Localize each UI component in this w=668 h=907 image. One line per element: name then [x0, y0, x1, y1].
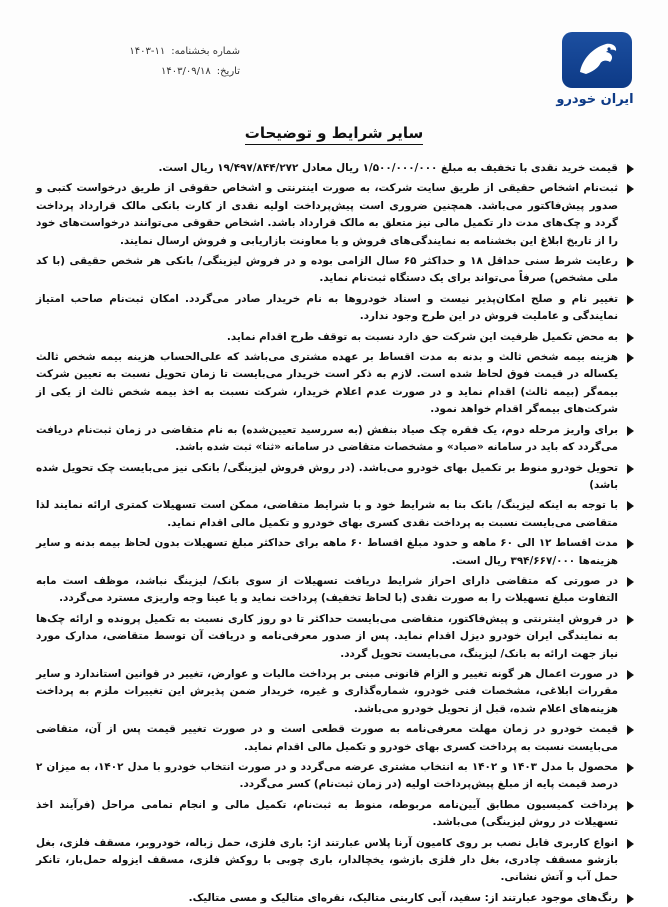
bullet-icon — [627, 333, 634, 343]
brand-logo — [550, 32, 640, 114]
term-item — [36, 721, 634, 756]
term-item — [36, 160, 634, 177]
term-text: با توجه به اینکه لیزینگ/ بانک بنا به شرایط خود و با شرایط متقاضی، ممکن است تسهیلات کمتری ارائه نمایند لذا متقاضی می‌بایست نسبت به پرداخت نقدی کسری بهای خودرو و تکمیل مالی اقدام نماید. — [36, 499, 618, 529]
term-text: انواع کاربری قابل نصب بر روی کامیون آرنا پلاس عبارتند از: باری فلزی، حمل زباله، خودروبر، مسقف فلزی، بغل بازشو مسقف چادری، بغل دار فلزی بازشو، یخچالدار، باری چوبی با روکش فلزی، مسقف ایزوله حمل‌بار، تانکر حمل آب و آتش نشانی. — [36, 836, 618, 884]
term-text: به محض تکمیل ظرفیت این شرکت حق دارد نسبت به توقف طرح اقدام نماید. — [226, 330, 618, 343]
term-item — [36, 460, 634, 495]
bullet-icon — [627, 894, 634, 904]
bullet-icon — [627, 464, 634, 474]
term-item — [36, 291, 634, 326]
term-text: تحویل خودرو منوط بر تکمیل بهای خودرو می‌باشد. (در روش فروش لیزینگی/ بانکی نیز می‌بایست چک تحویل شده باشد) — [36, 461, 618, 491]
term-item — [36, 253, 634, 288]
term-item — [36, 759, 634, 794]
letter-meta — [40, 42, 240, 82]
term-text: تغییر نام و صلح امکان‌پذیر نیست و اسناد خودروها به نام خریدار صادر می‌گردد. امکان ثبت‌نام صاحب امتیاز نمایندگی و عاملیت فروش در این طرح وجود ندارد. — [36, 292, 618, 323]
term-item — [36, 422, 634, 457]
bullet-icon — [627, 539, 634, 549]
page-title-text: سایر شرایط و توضیحات — [245, 124, 423, 145]
bullet-icon — [627, 501, 634, 511]
bullet-icon — [627, 257, 634, 267]
letter-date-row — [40, 62, 240, 82]
bullet-icon — [627, 426, 634, 436]
bullet-icon — [627, 295, 634, 305]
term-text: رنگ‌های موجود عبارتند از: سفید، آبی کاربنی متالیک، نقره‌ای متالیک و مسی متالیک. — [188, 891, 618, 904]
terms-list — [36, 160, 634, 905]
letter-date-label: تاریخ: — [216, 66, 240, 77]
bullet-icon — [627, 801, 634, 811]
term-text: ثبت‌نام اشخاص حقیقی از طریق سایت شرکت، به صورت اینترنتی و اشخاص حقوقی از طریق درخواست کتبی و صدور پیش‌فاکتور می‌باشد. همچنین ضروری است پیش‌پرداخت اولیه نقدی از کارت بانکی مالک قرارداد پرداخت گردد و چک‌های مدت دار تکمیل مالی نیز متعلق به مالک قرارداد باشد. اشخاص حقوقی می‌توانند درخواست‌های خود را از تاریخ ابلاغ این بخشنامه به نمایندگی‌های فروش و یا معاونت بازاریابی و فروش ارسال نمایند. — [36, 182, 618, 247]
term-item — [36, 835, 634, 887]
term-text: برای واریز مرحله دوم، یک فقره چک صیاد بنفش (به سررسید تعیین‌شده) به نام متقاضی در زمان ثبت‌نام دریافت می‌گردد که باید در سامانه «صیاد» و مشخصات متقاضی در سامانه «ثنا» ثبت شده باشد. — [36, 423, 618, 454]
letter-number-label: شماره بخشنامه: — [171, 46, 240, 57]
term-item — [36, 797, 634, 832]
term-item — [36, 611, 634, 663]
term-text: رعایت شرط سنی حداقل ۱۸ و حداکثر ۶۵ سال الزامی بوده و در فروش لیزینگی/ بانکی هر شخص حقیقی (با کد ملی مشخص) صرفاً می‌تواند برای یک دستگاه ثبت‌نام نماید. — [36, 255, 618, 285]
bullet-icon — [627, 184, 634, 194]
page-title — [0, 124, 668, 142]
term-item — [36, 329, 634, 346]
term-item — [36, 497, 634, 532]
term-text: قیمت خودرو در زمان مهلت معرفی‌نامه به صورت قطعی است و در صورت تغییر قیمت پس از آن، متقاضی می‌بایست نسبت به پرداخت کسری بهای خودرو و تکمیل مالی اقدام نماید. — [36, 723, 618, 753]
term-item — [36, 573, 634, 608]
bullet-icon — [627, 577, 634, 587]
bullet-icon — [627, 839, 634, 849]
term-item — [36, 890, 634, 902]
bullet-icon — [627, 164, 634, 174]
term-text: مدت اقساط ۱۲ الی ۶۰ ماهه و حدود مبلغ اقساط ۶۰ ماهه برای حداکثر مبلغ تسهیلات بدون لحاظ بیمه بدنه و سایر هزینه‌ها ۳۹۴/۶۶۷/۰۰۰ ریال است. — [36, 537, 618, 567]
term-text: در فروش اینترنتی و پیش‌فاکتور، متقاضی می‌بایست حداکثر تا دو روز کاری نسبت به تکمیل پرونده و ارائه چک‌ها به نمایندگی ایران خودرو دیزل اقدام نماید. پس از صدور معرفی‌نامه و دریافت آن توسط متقاضی، مدارک مورد نیاز جهت ارائه به بانک/ لیزینگ، می‌بایست تحویل گردد. — [36, 612, 618, 660]
term-item — [36, 180, 634, 250]
term-item — [36, 349, 634, 419]
brand-wordmark: ایران خودرو — [556, 92, 634, 107]
horse-emblem-icon — [562, 32, 632, 88]
bullet-icon — [627, 615, 634, 625]
bullet-icon — [627, 353, 634, 363]
term-text: محصول با مدل ۱۴۰۳ و ۱۴۰۲ به انتخاب مشتری عرضه می‌گردد و در صورت انتخاب خودرو با مدل ۱۴۰۲، به میزان ۲ درصد قیمت پایه از مبلغ پیش‌پرداخت اولیه (در زمان ثبت‌نام) کسر می‌گردد. — [36, 761, 618, 791]
term-text: هزینه بیمه شخص ثالث و بدنه به مدت اقساط بر عهده مشتری می‌باشد که علی‌الحساب هزینه بیمه شخص ثالث یکساله در قیمت فوق لحاظ شده است. لازم به ذکر است خریدار می‌بایست تا زمان تحویل نسبت به تعیین شرکت بیمه‌گر (بیمه ثالث) اقدام نماید و در صورت عدم اعلام خریدار، شرکت نسبت به اخذ بیمه شخص ثالث از یکی از شرکت‌های بیمه‌گر اقدام خواهد نمود. — [36, 351, 618, 416]
letter-date: ۱۴۰۳/۰۹/۱۸ — [161, 66, 211, 77]
bullet-icon — [627, 763, 634, 773]
term-text: پرداخت کمیسیون مطابق آیین‌نامه مربوطه، منوط به ثبت‌نام، تکمیل مالی و انجام تمامی مراحل (فرآیند اخذ تسهیلات در روش لیزینگی) می‌باشد. — [36, 798, 618, 829]
term-text: در صورتی که متقاضی دارای احراز شرایط دریافت تسهیلات از سوی بانک/ لیزینگ نباشد، موظف است مابه التفاوت مبلغ تسهیلات را به صورت نقدی (با لحاظ تخفیف) پرداخت نماید و یا عینا وجه واریزی مسترد می‌گردد. — [36, 574, 618, 605]
term-text: در صورت اعمال هر گونه تغییر و الزام قانونی مبنی بر پرداخت مالیات و عوارض، تغییر در قوانین استاندارد و سایر مقررات ابلاغی، مشخصات فنی خودرو، شماره‌گذاری و غیره، خریدار ضمن پذیرش این تغییرات ملزم به پرداخت هزینه‌های اعلام شده، قبل از تحویل خودرو می‌باشد. — [36, 667, 618, 715]
letter-number-row — [40, 42, 240, 62]
term-item — [36, 535, 634, 570]
term-text: قیمت خرید نقدی با تخفیف به مبلغ ۱/۵۰۰/۰۰۰/۰۰۰ ریال معادل ۱۹/۴۹۷/۸۴۴/۲۷۲ ریال است. — [158, 162, 618, 174]
bullet-icon — [627, 725, 634, 735]
term-item — [36, 666, 634, 718]
bullet-icon — [627, 670, 634, 680]
letter-number: ۱۴۰۳-۱۱ — [129, 46, 166, 57]
